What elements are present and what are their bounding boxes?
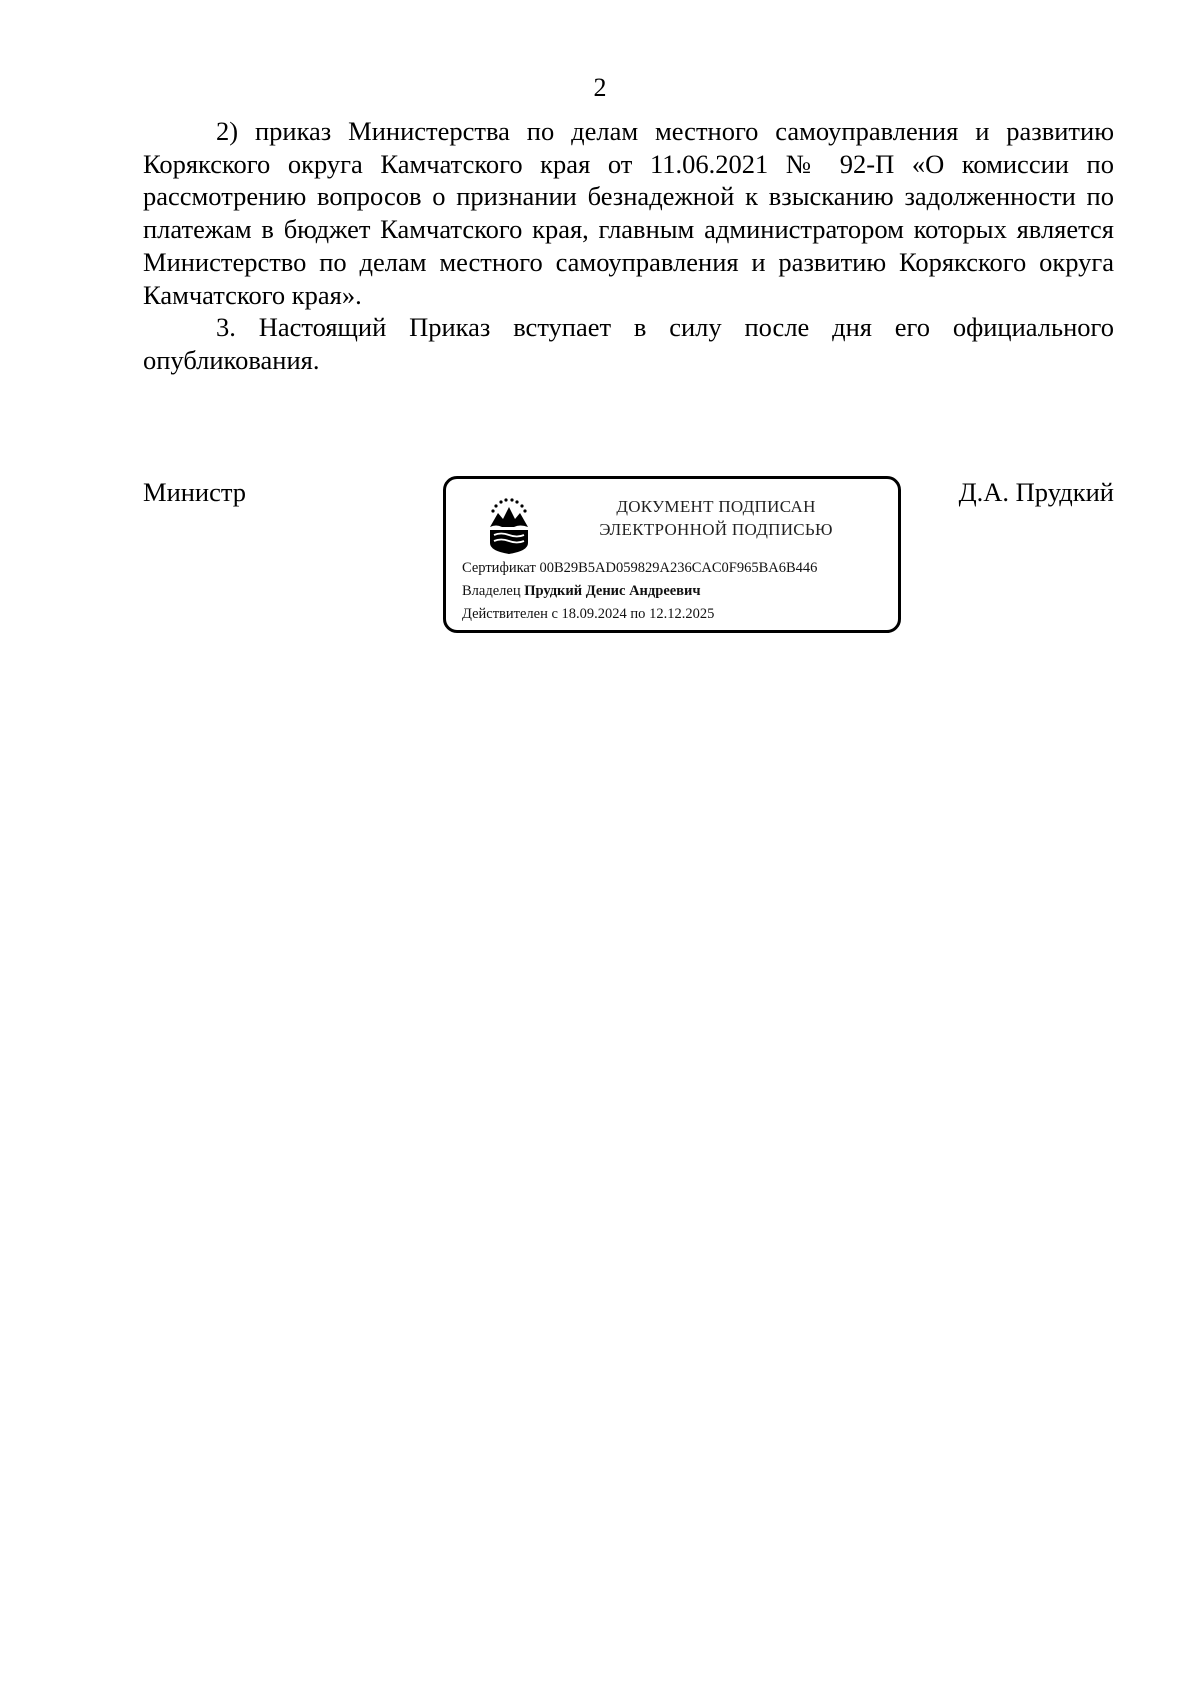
stamp-header-line-2: ЭЛЕКТРОННОЙ ПОДПИСЬЮ [599,520,833,539]
stamp-owner [462,582,701,600]
certificate-label: Сертификат [462,560,536,576]
document-body [143,115,1114,377]
stamp-header [546,495,886,541]
valid-to: 12.12.2025 [649,606,715,622]
certificate-value: 00B29B5AD059829A236CAC0F965BA6B446 [539,560,818,576]
valid-to-label: по [630,606,646,622]
kamchatka-emblem-icon [484,497,534,555]
owner-label: Владелец [462,583,521,599]
page-number: 2 [593,73,607,102]
valid-from: 18.09.2024 [561,606,627,622]
stamp-header-line-1: ДОКУМЕНТ ПОДПИСАН [616,497,816,516]
paragraph-item-3: 3. Настоящий Приказ вступает в силу после дня его официального опубликования. [143,312,1114,375]
paragraph-item-2: 2) приказ Министерства по делам местного самоуправления и развитию Корякского округа Камчатского края от 11.06.2021 № 92-П «О комиссии по рассмотрению вопросов о признании безнадежной к взысканию задолженности по платежам в бюджет Камчатского края, главным администратором которых является Министерство по делам местного самоуправления и развитию Корякского округа Камчатского края». [143,116,1114,310]
stamp-certificate [462,559,817,577]
valid-label: Действителен с [462,606,558,622]
electronic-signature-stamp [443,476,901,633]
signatory-name: Д.А. Прудкий [958,477,1114,507]
owner-value: Прудкий Денис Андреевич [524,583,701,599]
stamp-validity [462,605,714,623]
signatory-title: Министр [143,477,247,507]
